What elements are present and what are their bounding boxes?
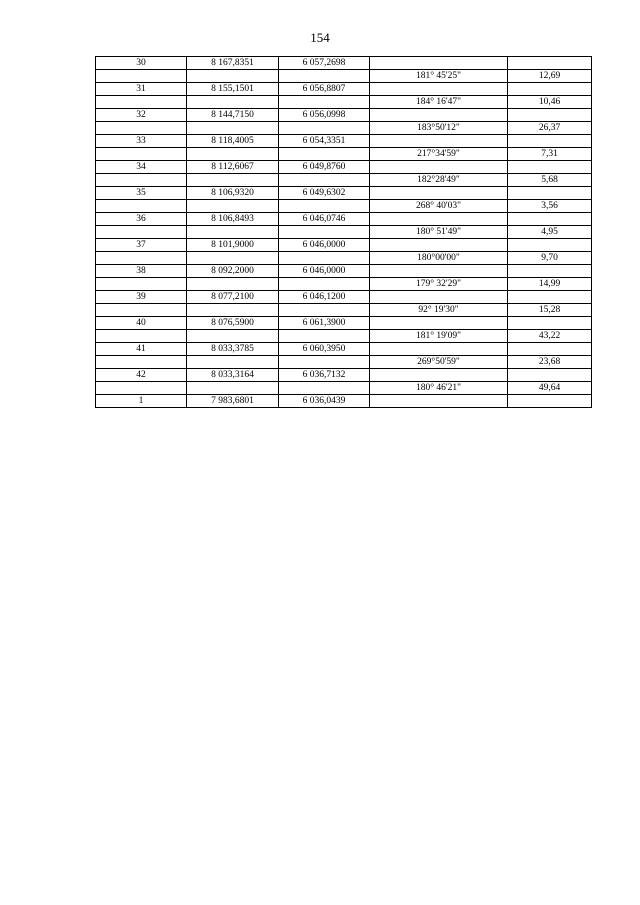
angle-cell: 92° 19'30" (370, 304, 508, 317)
empty-cell (96, 70, 187, 83)
angle-cell: 181° 19'09" (370, 330, 508, 343)
empty-cell (508, 187, 592, 200)
angle-cell: 182°28'49" (370, 174, 508, 187)
y-coordinate-cell: 6 049,8760 (279, 161, 370, 174)
point-number-cell: 42 (96, 369, 187, 382)
empty-cell (187, 356, 279, 369)
point-row (96, 187, 592, 200)
empty-cell (508, 213, 592, 226)
point-number-cell: 34 (96, 161, 187, 174)
point-row (96, 161, 592, 174)
empty-cell (508, 109, 592, 122)
empty-cell (508, 239, 592, 252)
empty-cell (370, 161, 508, 174)
empty-cell (370, 317, 508, 330)
angle-cell: 184° 16'47" (370, 96, 508, 109)
coordinates-table (95, 56, 592, 408)
point-row (96, 213, 592, 226)
point-row (96, 83, 592, 96)
empty-cell (370, 239, 508, 252)
empty-cell (96, 226, 187, 239)
x-coordinate-cell: 8 155,1501 (187, 83, 279, 96)
empty-cell (508, 369, 592, 382)
segment-row (96, 356, 592, 369)
empty-cell (508, 317, 592, 330)
length-cell: 26,37 (508, 122, 592, 135)
empty-cell (279, 96, 370, 109)
empty-cell (508, 343, 592, 356)
y-coordinate-cell: 6 054,3351 (279, 135, 370, 148)
angle-cell: 180° 46'21" (370, 382, 508, 395)
point-number-cell: 1 (96, 395, 187, 408)
length-cell: 9,70 (508, 252, 592, 265)
empty-cell (279, 330, 370, 343)
empty-cell (370, 343, 508, 356)
empty-cell (370, 109, 508, 122)
length-cell: 12,69 (508, 70, 592, 83)
angle-cell: 269°50'59" (370, 356, 508, 369)
length-cell: 7,31 (508, 148, 592, 161)
empty-cell (187, 330, 279, 343)
empty-cell (96, 148, 187, 161)
segment-row (96, 304, 592, 317)
segment-row (96, 122, 592, 135)
length-cell: 14,99 (508, 278, 592, 291)
segment-row (96, 382, 592, 395)
angle-cell: 180°00'00" (370, 252, 508, 265)
length-cell: 43,22 (508, 330, 592, 343)
point-number-cell: 39 (96, 291, 187, 304)
empty-cell (187, 96, 279, 109)
point-number-cell: 35 (96, 187, 187, 200)
angle-cell: 217°34'59" (370, 148, 508, 161)
x-coordinate-cell: 8 077,2100 (187, 291, 279, 304)
point-row (96, 109, 592, 122)
x-coordinate-cell: 8 092,2000 (187, 265, 279, 278)
point-number-cell: 37 (96, 239, 187, 252)
segment-row (96, 70, 592, 83)
empty-cell (187, 304, 279, 317)
x-coordinate-cell: 8 106,8493 (187, 213, 279, 226)
point-number-cell: 40 (96, 317, 187, 330)
x-coordinate-cell: 8 101,9000 (187, 239, 279, 252)
segment-row (96, 200, 592, 213)
empty-cell (96, 200, 187, 213)
empty-cell (508, 265, 592, 278)
x-coordinate-cell: 8 076,5900 (187, 317, 279, 330)
empty-cell (187, 382, 279, 395)
point-row (96, 395, 592, 408)
x-coordinate-cell: 8 167,8351 (187, 57, 279, 70)
segment-row (96, 330, 592, 343)
point-row (96, 291, 592, 304)
empty-cell (96, 356, 187, 369)
empty-cell (370, 135, 508, 148)
length-cell: 23,68 (508, 356, 592, 369)
empty-cell (279, 148, 370, 161)
empty-cell (279, 70, 370, 83)
empty-cell (96, 304, 187, 317)
page-number: 154 (310, 30, 330, 45)
empty-cell (370, 369, 508, 382)
y-coordinate-cell: 6 061,3900 (279, 317, 370, 330)
empty-cell (96, 278, 187, 291)
empty-cell (279, 200, 370, 213)
y-coordinate-cell: 6 057,2698 (279, 57, 370, 70)
segment-row (96, 148, 592, 161)
empty-cell (187, 252, 279, 265)
x-coordinate-cell: 8 033,3164 (187, 369, 279, 382)
empty-cell (508, 395, 592, 408)
empty-cell (370, 265, 508, 278)
y-coordinate-cell: 6 046,1200 (279, 291, 370, 304)
angle-cell: 181° 45'25" (370, 70, 508, 83)
empty-cell (370, 187, 508, 200)
length-cell: 15,28 (508, 304, 592, 317)
segment-row (96, 174, 592, 187)
point-number-cell: 33 (96, 135, 187, 148)
point-number-cell: 32 (96, 109, 187, 122)
empty-cell (279, 226, 370, 239)
empty-cell (96, 174, 187, 187)
point-number-cell: 30 (96, 57, 187, 70)
empty-cell (187, 174, 279, 187)
point-row (96, 265, 592, 278)
point-number-cell: 41 (96, 343, 187, 356)
empty-cell (370, 213, 508, 226)
segment-row (96, 252, 592, 265)
empty-cell (187, 148, 279, 161)
empty-cell (370, 395, 508, 408)
y-coordinate-cell: 6 046,0746 (279, 213, 370, 226)
empty-cell (508, 57, 592, 70)
length-cell: 5,68 (508, 174, 592, 187)
point-row (96, 239, 592, 252)
angle-cell: 180° 51'49" (370, 226, 508, 239)
empty-cell (370, 291, 508, 304)
x-coordinate-cell: 7 983,6801 (187, 395, 279, 408)
empty-cell (187, 226, 279, 239)
angle-cell: 268° 40'03" (370, 200, 508, 213)
x-coordinate-cell: 8 106,9320 (187, 187, 279, 200)
x-coordinate-cell: 8 144,7150 (187, 109, 279, 122)
empty-cell (187, 70, 279, 83)
y-coordinate-cell: 6 036,0439 (279, 395, 370, 408)
segment-row (96, 96, 592, 109)
empty-cell (370, 57, 508, 70)
empty-cell (508, 135, 592, 148)
empty-cell (279, 356, 370, 369)
empty-cell (279, 304, 370, 317)
empty-cell (370, 83, 508, 96)
angle-cell: 179° 32'29" (370, 278, 508, 291)
length-cell: 10,46 (508, 96, 592, 109)
empty-cell (508, 291, 592, 304)
y-coordinate-cell: 6 056,0998 (279, 109, 370, 122)
y-coordinate-cell: 6 036,7132 (279, 369, 370, 382)
x-coordinate-cell: 8 033,3785 (187, 343, 279, 356)
empty-cell (508, 161, 592, 174)
empty-cell (508, 83, 592, 96)
length-cell: 4,95 (508, 226, 592, 239)
empty-cell (279, 252, 370, 265)
y-coordinate-cell: 6 056,8807 (279, 83, 370, 96)
x-coordinate-cell: 8 118,4005 (187, 135, 279, 148)
point-row (96, 57, 592, 70)
segment-row (96, 226, 592, 239)
x-coordinate-cell: 8 112,6067 (187, 161, 279, 174)
length-cell: 3,56 (508, 200, 592, 213)
y-coordinate-cell: 6 060,3950 (279, 343, 370, 356)
segment-row (96, 278, 592, 291)
empty-cell (279, 174, 370, 187)
y-coordinate-cell: 6 049,6302 (279, 187, 370, 200)
y-coordinate-cell: 6 046,0000 (279, 239, 370, 252)
empty-cell (96, 330, 187, 343)
table-body (96, 57, 592, 408)
point-number-cell: 38 (96, 265, 187, 278)
angle-cell: 183°50'12" (370, 122, 508, 135)
empty-cell (279, 382, 370, 395)
y-coordinate-cell: 6 046,0000 (279, 265, 370, 278)
empty-cell (96, 252, 187, 265)
empty-cell (96, 122, 187, 135)
point-row (96, 317, 592, 330)
point-row (96, 343, 592, 356)
empty-cell (187, 200, 279, 213)
length-cell: 49,64 (508, 382, 592, 395)
empty-cell (187, 278, 279, 291)
point-row (96, 369, 592, 382)
point-number-cell: 36 (96, 213, 187, 226)
empty-cell (279, 122, 370, 135)
empty-cell (279, 278, 370, 291)
empty-cell (96, 96, 187, 109)
empty-cell (96, 382, 187, 395)
empty-cell (187, 122, 279, 135)
point-number-cell: 31 (96, 83, 187, 96)
point-row (96, 135, 592, 148)
